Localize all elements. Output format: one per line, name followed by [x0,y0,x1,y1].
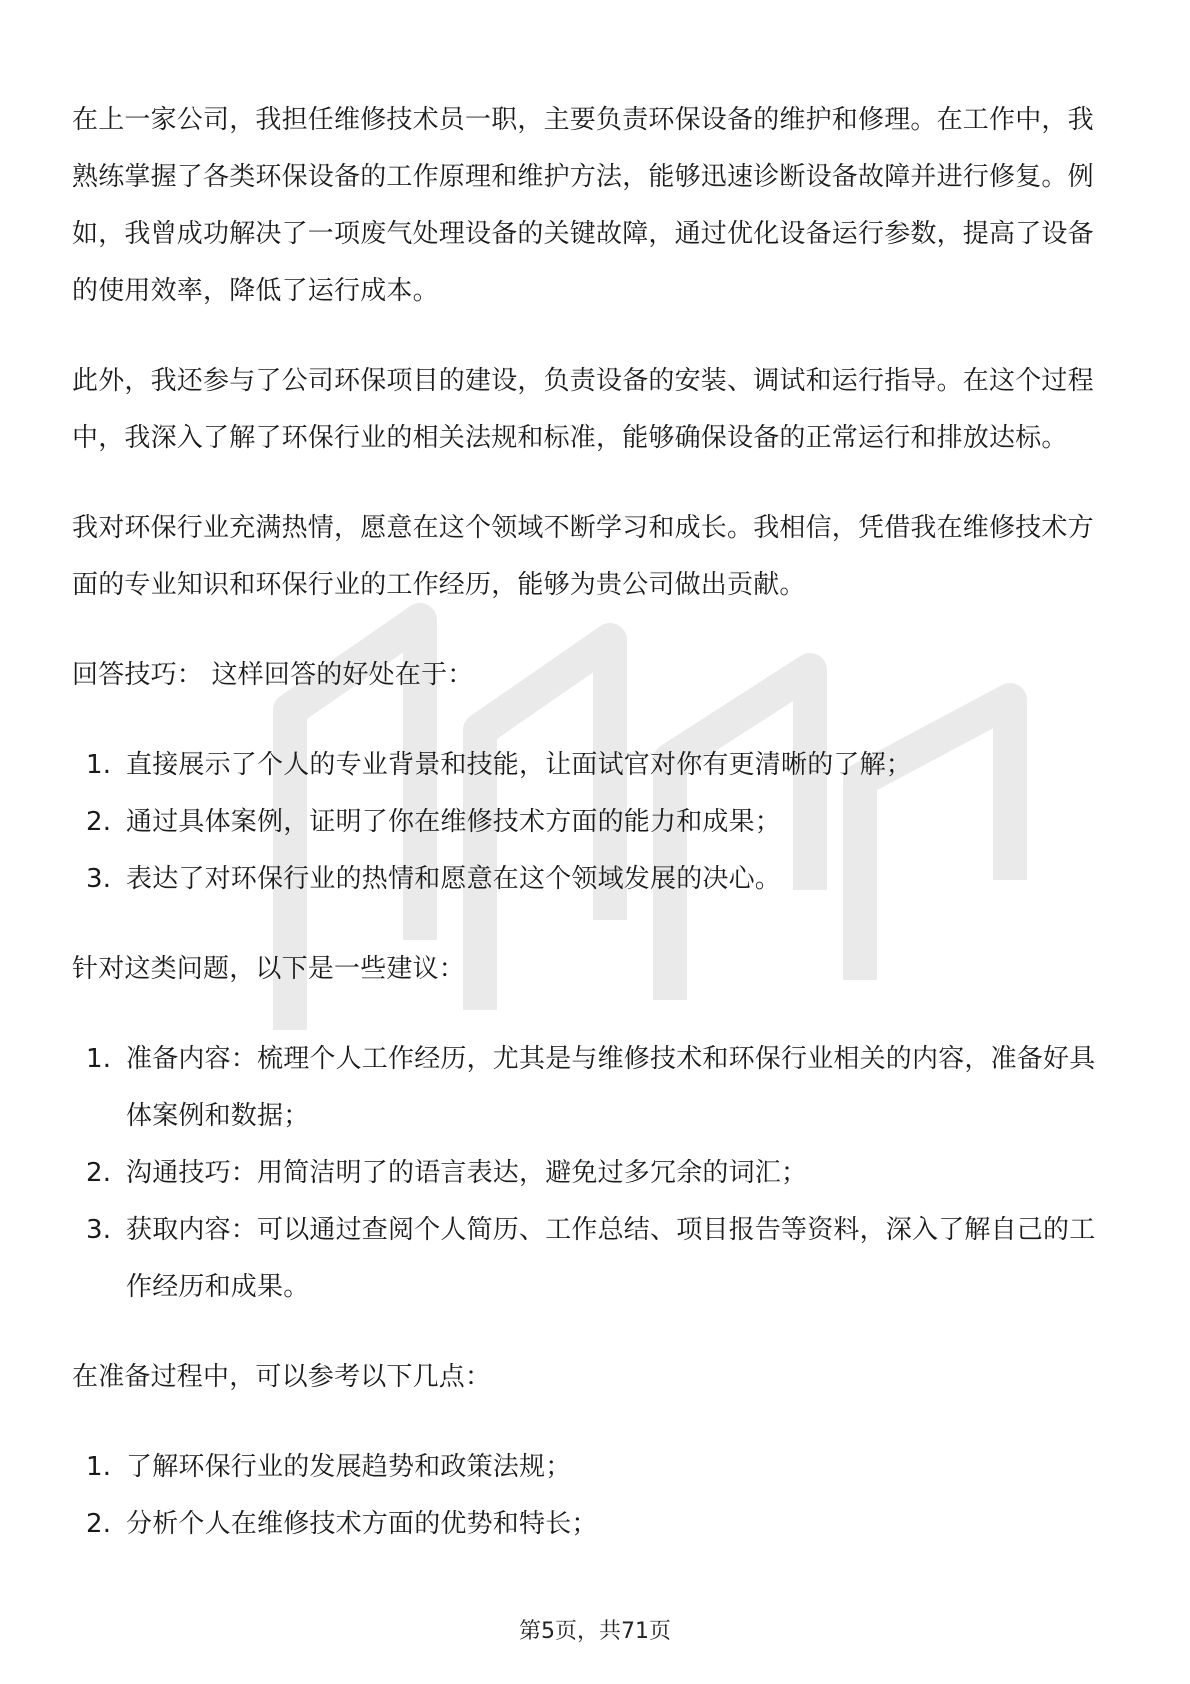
list-text: 分析个人在维修技术方面的优势和特长； [126,1509,598,1539]
list-number: 1. [86,1452,112,1482]
page-number-footer: 第5页，共71页 [519,1619,671,1644]
list-number: 3. [86,1215,112,1245]
suggestions-list [72,1031,1118,1316]
list-text: 表达了对环保行业的热情和愿意在这个领域发展的决心。 [126,864,782,894]
list-number: 2. [86,1158,112,1188]
list-item [72,794,1118,851]
list-item [72,1439,1118,1496]
list-item [72,851,1118,908]
list-text: 准备内容：梳理个人工作经历，尤其是与维修技术和环保行业相关的内容，准备好具体案例和数据； [126,1044,1096,1131]
list-text: 通过具体案例，证明了你在维修技术方面的能力和成果； [126,807,782,837]
suggestions-heading: 针对这类问题，以下是一些建议： [72,954,466,984]
preparation-list [72,1439,1118,1553]
list-item [72,737,1118,794]
list-item [72,1145,1118,1202]
paragraph-enthusiasm: 我对环保行业充满热情，愿意在这个领域不断学习和成长。我相信，凭借我在维修技术方面的专业知识和环保行业的工作经历，能够为贵公司做出贡献。 [72,513,1094,600]
paragraph-previous-job: 在上一家公司，我担任维修技术员一职，主要负责环保设备的维护和修理。在工作中，我熟练掌握了各类环保设备的工作原理和维护方法，能够迅速诊断设备故障并进行修复。例如，我曾成功解决了一项废气处理设备的关键故障，通过优化设备运行参数，提高了设备的使用效率，降低了运行成本。 [72,105,1094,306]
list-number: 2. [86,1509,112,1539]
list-text: 获取内容：可以通过查阅个人简历、工作总结、项目报告等资料，深入了解自己的工作经历和成果。 [126,1215,1096,1302]
list-item [72,1202,1118,1316]
preparation-heading: 在准备过程中，可以参考以下几点： [72,1362,492,1392]
list-item [72,1496,1118,1553]
list-number: 3. [86,864,112,894]
tips-heading: 回答技巧： 这样回答的好处在于： [72,660,474,690]
list-text: 沟通技巧：用简洁明了的语言表达，避免过多冗余的词汇； [126,1158,808,1188]
tips-list [72,737,1118,908]
list-number: 1. [86,750,112,780]
paragraph-project-experience: 此外，我还参与了公司环保项目的建设，负责设备的安装、调试和运行指导。在这个过程中，我深入了解了环保行业的相关法规和标准，能够确保设备的正常运行和排放达标。 [72,366,1094,453]
list-text: 了解环保行业的发展趋势和政策法规； [126,1452,572,1482]
list-number: 2. [86,807,112,837]
document-page [72,92,1118,1586]
list-item [72,1031,1118,1145]
list-text: 直接展示了个人的专业背景和技能，让面试官对你有更清晰的了解； [126,750,913,780]
list-number: 1. [86,1044,112,1074]
